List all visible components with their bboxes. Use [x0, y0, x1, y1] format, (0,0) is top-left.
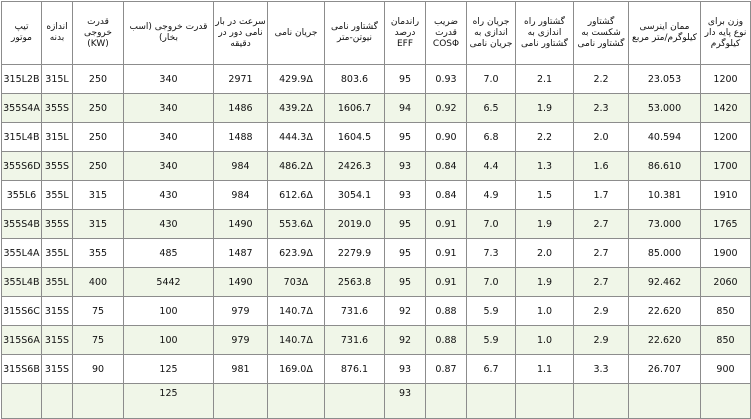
table-cell: 90 [73, 355, 124, 384]
table-cell: 444.3Δ [268, 123, 325, 152]
table-cell: 1910 [701, 181, 751, 210]
table-cell: 1.3 [516, 152, 574, 181]
table-cell: 7.3 [467, 239, 516, 268]
table-cell: 93 [385, 152, 426, 181]
table-cell: 1.0 [516, 297, 574, 326]
column-header-11: گشتاور شکست به گشتاور نامی [574, 2, 629, 65]
table-cell: 1420 [701, 94, 751, 123]
table-row [2, 384, 751, 419]
table-cell: 6.7 [467, 355, 516, 384]
table-cell [268, 384, 325, 419]
table-cell: 250 [73, 123, 124, 152]
table-cell: 315S [42, 326, 73, 355]
motor-spec-table [1, 1, 751, 419]
table-cell: 0.90 [426, 123, 467, 152]
table-cell [467, 384, 516, 419]
table-cell: 355L4B [2, 268, 42, 297]
table-cell: 4.4 [467, 152, 516, 181]
table-cell [2, 384, 42, 419]
table-cell: 5.9 [467, 326, 516, 355]
table-cell: 7.0 [467, 210, 516, 239]
table-cell: 2.9 [574, 297, 629, 326]
table-cell: 0.91 [426, 210, 467, 239]
table-cell: 731.6 [325, 326, 385, 355]
table-cell: 553.6Δ [268, 210, 325, 239]
column-header-10: گشتاور راه اندازی به گشتاور نامی [516, 2, 574, 65]
table-cell: 2.3 [574, 94, 629, 123]
table-cell: 355S6D [2, 152, 42, 181]
table-row [2, 152, 751, 181]
table-cell: 315S6B [2, 355, 42, 384]
table-cell: 250 [73, 65, 124, 94]
table-cell: 75 [73, 326, 124, 355]
column-header-2: قدرت خروجی (KW) [73, 2, 124, 65]
table-cell: 86.610 [629, 152, 701, 181]
table-cell: 85.000 [629, 239, 701, 268]
table-cell: 1490 [214, 268, 268, 297]
column-header-12: ممان اینرسی کیلوگرم/متر مربع [629, 2, 701, 65]
table-cell: 73.000 [629, 210, 701, 239]
table-cell: 22.620 [629, 297, 701, 326]
table-cell: 850 [701, 326, 751, 355]
table-cell: 95 [385, 268, 426, 297]
table-cell: 93 [385, 181, 426, 210]
table-cell: 355 [73, 239, 124, 268]
table-cell: 1604.5 [325, 123, 385, 152]
table-body [2, 65, 751, 419]
table-cell: 22.620 [629, 326, 701, 355]
table-cell: 0.91 [426, 268, 467, 297]
table-cell: 979 [214, 297, 268, 326]
column-header-6: گشتاور نامی نیوتن-متر [325, 2, 385, 65]
table-cell: 355L [42, 239, 73, 268]
table-cell: 2.0 [574, 123, 629, 152]
table-cell: 1486 [214, 94, 268, 123]
table-cell: 429.9Δ [268, 65, 325, 94]
table-cell: 2.9 [574, 326, 629, 355]
table-cell: 355S4B [2, 210, 42, 239]
table-cell: 979 [214, 326, 268, 355]
table-cell: 439.2Δ [268, 94, 325, 123]
table-cell: 140.7Δ [268, 297, 325, 326]
table-cell: 2060 [701, 268, 751, 297]
table-cell: 340 [124, 94, 214, 123]
table-cell: 984 [214, 181, 268, 210]
table-cell: 5442 [124, 268, 214, 297]
table-cell: 95 [385, 210, 426, 239]
table-cell: 0.88 [426, 297, 467, 326]
table-cell: 10.381 [629, 181, 701, 210]
table-cell: 1490 [214, 210, 268, 239]
table-cell: 53.000 [629, 94, 701, 123]
table-row [2, 297, 751, 326]
table-cell: 1.1 [516, 355, 574, 384]
table-cell: 485 [124, 239, 214, 268]
table-cell: 2.1 [516, 65, 574, 94]
table-cell: 0.84 [426, 152, 467, 181]
table-cell: 2563.8 [325, 268, 385, 297]
table-cell: 100 [124, 297, 214, 326]
table-cell: 315S [42, 297, 73, 326]
table-cell: 5.9 [467, 297, 516, 326]
table-cell: 1700 [701, 152, 751, 181]
column-header-5: جریان نامی [268, 2, 325, 65]
table-cell: 7.0 [467, 65, 516, 94]
table-cell: 92.462 [629, 268, 701, 297]
table-cell: 1200 [701, 123, 751, 152]
table-cell [574, 384, 629, 419]
table-cell: 94 [385, 94, 426, 123]
table-cell: 95 [385, 123, 426, 152]
table-cell: 315L4B [2, 123, 42, 152]
table-cell: 6.5 [467, 94, 516, 123]
table-cell: 1200 [701, 65, 751, 94]
table-cell: 612.6Δ [268, 181, 325, 210]
table-cell: 3.3 [574, 355, 629, 384]
table-cell: 355L4A [2, 239, 42, 268]
table-cell: 1.5 [516, 181, 574, 210]
column-header-9: جریان راه اندازی به جریان نامی [467, 2, 516, 65]
column-header-4: سرعت در بار نامی دور در دقیقه [214, 2, 268, 65]
table-cell: 0.93 [426, 65, 467, 94]
table-cell: 75 [73, 297, 124, 326]
table-row [2, 210, 751, 239]
table-cell: 2.7 [574, 268, 629, 297]
table-row [2, 65, 751, 94]
table-cell: 355S [42, 152, 73, 181]
table-cell: 2.7 [574, 239, 629, 268]
table-cell: 1.9 [516, 94, 574, 123]
table-cell [516, 384, 574, 419]
table-cell: 355L6 [2, 181, 42, 210]
table-cell: 984 [214, 152, 268, 181]
table-cell: 1.9 [516, 268, 574, 297]
table-cell: 93 [385, 355, 426, 384]
table-cell [629, 384, 701, 419]
table-cell: 1.6 [574, 152, 629, 181]
table-cell: 315 [73, 210, 124, 239]
table-cell: 355L [42, 268, 73, 297]
table-row [2, 94, 751, 123]
table-header-row [2, 2, 751, 65]
table-cell: 486.2Δ [268, 152, 325, 181]
table-cell: 4.9 [467, 181, 516, 210]
table-cell [214, 384, 268, 419]
table-row [2, 268, 751, 297]
table-cell: 1765 [701, 210, 751, 239]
table-row [2, 326, 751, 355]
table-cell: 2426.3 [325, 152, 385, 181]
table-cell: 2.0 [516, 239, 574, 268]
table-cell [426, 384, 467, 419]
table-row [2, 239, 751, 268]
table-cell: 0.92 [426, 94, 467, 123]
table-cell: 803.6 [325, 65, 385, 94]
table-cell: 95 [385, 239, 426, 268]
table-cell: 315S6A [2, 326, 42, 355]
table-cell: 315S6C [2, 297, 42, 326]
table-cell: 23.053 [629, 65, 701, 94]
table-cell: 340 [124, 152, 214, 181]
table-cell: 400 [73, 268, 124, 297]
table-cell: 731.6 [325, 297, 385, 326]
table-cell: 2279.9 [325, 239, 385, 268]
table-row [2, 123, 751, 152]
table-cell: 2019.0 [325, 210, 385, 239]
table-row [2, 181, 751, 210]
table-cell: 876.1 [325, 355, 385, 384]
table-cell: 623.9Δ [268, 239, 325, 268]
table-cell: 140.7Δ [268, 326, 325, 355]
table-cell: 900 [701, 355, 751, 384]
table-cell: 100 [124, 326, 214, 355]
column-header-13: وزن برای نوع پایه دار کیلوگرم [701, 2, 751, 65]
table-cell [701, 384, 751, 419]
table-cell: 430 [124, 181, 214, 210]
table-cell: 1900 [701, 239, 751, 268]
table-cell: 355S4A [2, 94, 42, 123]
table-row [2, 355, 751, 384]
table-cell: 315 [73, 181, 124, 210]
table-cell: 340 [124, 65, 214, 94]
table-cell: 981 [214, 355, 268, 384]
table-cell: 1606.7 [325, 94, 385, 123]
table-cell: 355S [42, 210, 73, 239]
table-cell: 92 [385, 297, 426, 326]
table-cell: 26.707 [629, 355, 701, 384]
table-cell: 250 [73, 94, 124, 123]
table-cell: 430 [124, 210, 214, 239]
table-cell: 850 [701, 297, 751, 326]
table-cell: 1.9 [516, 210, 574, 239]
table-cell: 2.2 [516, 123, 574, 152]
table-cell: 7.0 [467, 268, 516, 297]
column-header-8: ضریب قدرت COSΦ [426, 2, 467, 65]
table-cell: 0.91 [426, 239, 467, 268]
table-cell: 0.88 [426, 326, 467, 355]
table-cell: 95 [385, 65, 426, 94]
table-cell: 92 [385, 326, 426, 355]
table-cell: 125 [124, 384, 214, 419]
table-cell [42, 384, 73, 419]
table-cell: 0.87 [426, 355, 467, 384]
table-cell: 250 [73, 152, 124, 181]
table-cell: 340 [124, 123, 214, 152]
table-cell: 315S [42, 355, 73, 384]
table-cell: 315L2B [2, 65, 42, 94]
column-header-1: اندازه بدنه [42, 2, 73, 65]
table-cell: 355S [42, 94, 73, 123]
table-cell [325, 384, 385, 419]
table-cell: 315L [42, 123, 73, 152]
table-cell: 355L [42, 181, 73, 210]
table-cell: 1488 [214, 123, 268, 152]
table-cell: 703Δ [268, 268, 325, 297]
table-cell: 2971 [214, 65, 268, 94]
table-cell [73, 384, 124, 419]
table-cell: 3054.1 [325, 181, 385, 210]
table-cell: 125 [124, 355, 214, 384]
table-cell: 93 [385, 384, 426, 419]
table-cell: 2.2 [574, 65, 629, 94]
table-cell: 0.84 [426, 181, 467, 210]
table-cell: 1.7 [574, 181, 629, 210]
column-header-3: قدرت خروجی (اسب بخار) [124, 2, 214, 65]
table-cell: 40.594 [629, 123, 701, 152]
table-cell: 6.8 [467, 123, 516, 152]
table-cell: 1487 [214, 239, 268, 268]
table-cell: 1.0 [516, 326, 574, 355]
table-cell: 315L [42, 65, 73, 94]
column-header-0: تیپ موتور [2, 2, 42, 65]
table-cell: 169.0Δ [268, 355, 325, 384]
column-header-7: راندمان درصد EFF [385, 2, 426, 65]
table-cell: 2.7 [574, 210, 629, 239]
